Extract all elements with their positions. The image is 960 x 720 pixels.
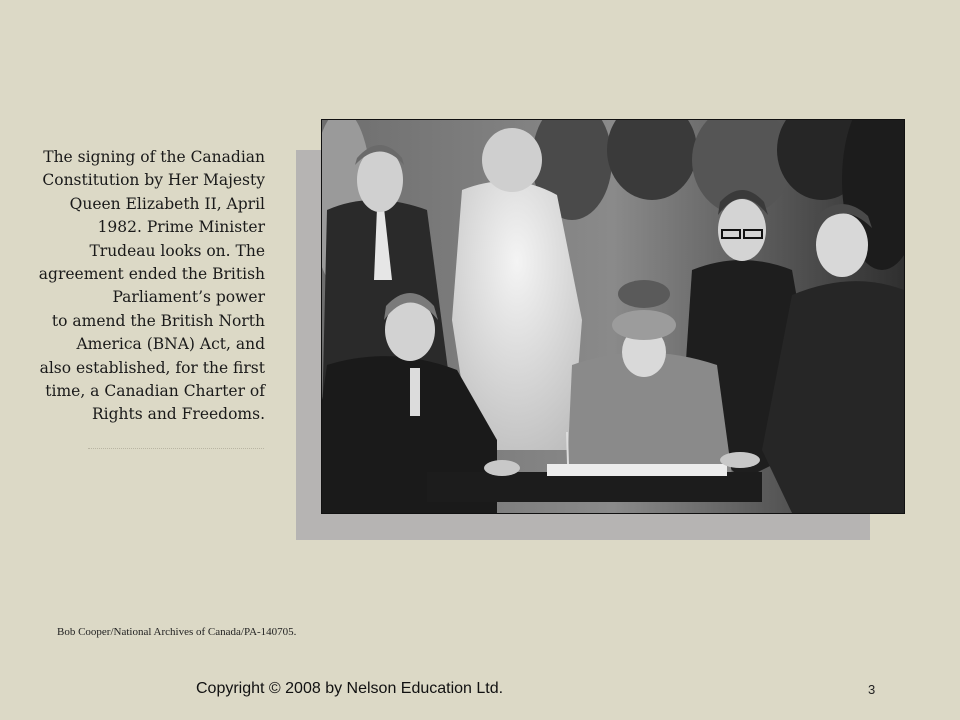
caption-line: also established, for the first [39,358,265,377]
copyright-notice: Copyright © 2008 by Nelson Education Ltd. [196,680,504,697]
caption-line: to amend the British North [51,311,265,330]
caption-line: time, a Canadian Charter of [45,382,265,401]
historical-photo [321,119,905,514]
caption-line: Queen Elizabeth II, April [69,194,265,213]
caption-line: Trudeau looks on. The [89,241,265,260]
caption-line: America (BNA) Act, and [76,335,265,354]
photo-caption [22,146,265,427]
constitution-signing-photo [322,120,904,513]
page-number: 3 [868,682,876,697]
caption-divider [88,448,264,449]
caption-line: Constitution by Her Majesty [42,171,265,190]
caption-line: agreement ended the British [38,265,265,284]
caption-line: 1982. Prime Minister [97,218,265,237]
caption-line: The signing of the Canadian [43,148,265,166]
caption-line: Parliament’s power [112,288,265,307]
caption-line: Rights and Freedoms. [91,405,265,424]
photo-credit: Bob Cooper/National Archives of Canada/PA-140705. [57,626,297,638]
